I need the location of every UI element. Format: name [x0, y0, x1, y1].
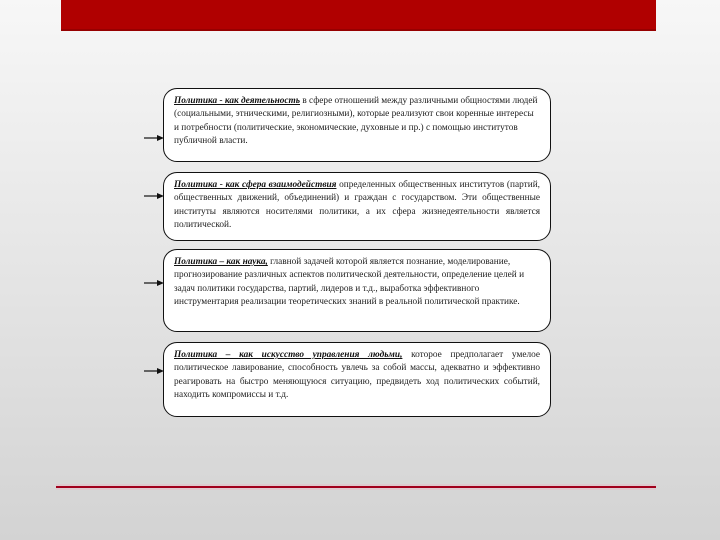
definition-block-activity	[163, 88, 551, 162]
title-bar	[61, 0, 656, 31]
definition-term: Политика - как деятельность	[174, 96, 300, 106]
definition-term: Политика - как сфера взаимодействия	[174, 180, 337, 190]
arrow-right-icon	[144, 279, 164, 287]
arrow-right-icon	[144, 192, 164, 200]
definition-block-art	[163, 342, 551, 417]
arrow-right-icon	[144, 134, 164, 142]
definition-term: Политика – как искусство управления людьми,	[174, 350, 403, 360]
definition-text: в сфере отношений между различными общностями людей (социальными, этническими, религиозными), которые реализуют свои коренные интересы и потребности (политические, экономические, духовные и пр.) с помощью институтов публичной власти.	[174, 96, 538, 147]
definition-text: главной задачей которой является познание, моделирование, прогнозирование различных аспектов политической деятельности, определение целей и задач политики государства, партий, лидеров и т.д., выработка эффективного инструментария реализации теоретических знаний в реальной политической практике.	[174, 257, 525, 308]
arrow-right-icon	[144, 367, 164, 375]
definition-text: которое предполагает умелое политическое лавирование, способность увлечь за собой массы, адекватно и эффективно реагировать на быстро меняющуюся ситуацию, предвидеть ход политических событий, находить компромиссы и т.д.	[174, 350, 540, 401]
definition-block-interaction	[163, 172, 551, 241]
definition-block-science	[163, 249, 551, 332]
definition-text: определенных общественных институтов (партий, общественных движений, объединений) и граждан с государством. Эти общественные институты являются носителями политики, а их сфера жизнедеятельности является политической.	[174, 180, 540, 231]
footer-divider	[56, 486, 656, 488]
definition-term: Политика – как наука,	[174, 257, 268, 267]
